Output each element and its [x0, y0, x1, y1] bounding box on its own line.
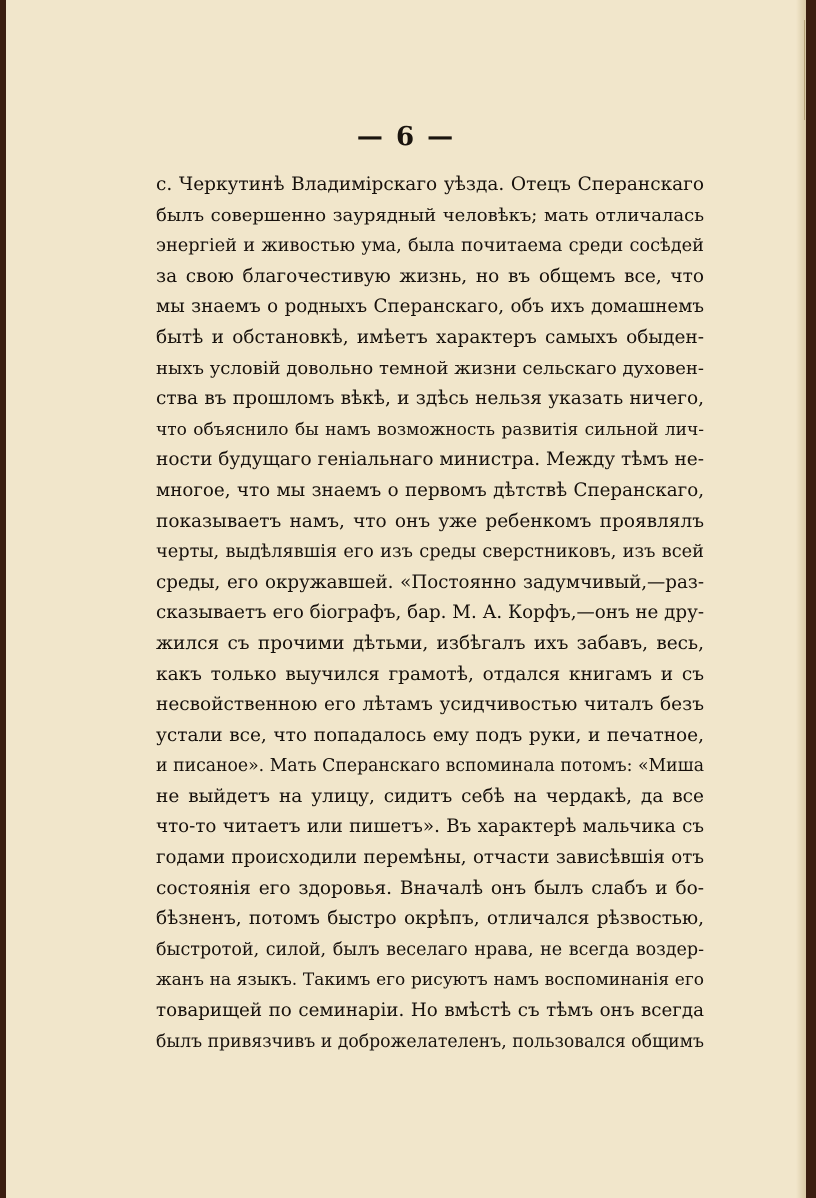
text-line: черты, выдѣлявшія его изъ среды сверстниковъ, изъ всей [156, 542, 704, 563]
text-line: что-то читаетъ или пишетъ». Въ характерѣ мальчика съ [156, 816, 704, 838]
text-line: былъ привязчивъ и доброжелателенъ, пользовался общимъ [156, 1031, 704, 1052]
text-line: устали все, что попадалось ему подъ руки, и печатное, [156, 724, 704, 746]
text-line: жанъ на языкъ. Такимъ его рисуютъ намъ воспоминанія его [156, 970, 704, 991]
page-fold-line [804, 20, 805, 120]
text-line: показываетъ намъ, что онъ уже ребенкомъ проявлялъ [156, 510, 704, 532]
text-line: бѣзненъ, потомъ быстро окрѣпъ, отличался рѣзвостью, [156, 908, 704, 930]
text-line: быстротой, силой, былъ веселаго нрава, не всегда воздер- [156, 939, 704, 960]
text-line: несвойственною его лѣтамъ усидчивостью читалъ безъ [156, 694, 704, 716]
text-line: энергіей и живостью ума, была почитаема среди сосѣдей [156, 236, 704, 257]
text-line: бытѣ и обстановкѣ, имѣетъ характеръ самыхъ обыден- [156, 326, 704, 348]
text-line: годами происходили перемѣны, отчасти зависѣвшія отъ [156, 847, 704, 869]
text-line: жился съ прочими дѣтьми, избѣгалъ ихъ забавъ, весь, [156, 632, 704, 654]
book-page [6, 0, 806, 1198]
text-line: ности будущаго геніальнаго министра. Между тѣмъ не- [156, 449, 704, 471]
text-line: какъ только выучился грамотѣ, отдался книгамъ и съ [156, 663, 704, 685]
text-line: с. Черкутинѣ Владимірскаго уѣзда. Отецъ Сперанскаго [156, 174, 704, 195]
body-text [156, 170, 704, 1057]
text-line: состоянія его здоровья. Вначалѣ онъ былъ слабъ и бо- [156, 877, 704, 899]
page-edge-shading [796, 0, 806, 1198]
page-number: — 6 — [356, 122, 456, 152]
text-line: не выйдетъ на улицу, сидитъ себѣ на чердакѣ, да все [156, 785, 704, 807]
text-line: и писаное». Мать Сперанскаго вспоминала потомъ: «Миша [156, 756, 704, 777]
text-line: многое, что мы знаемъ о первомъ дѣтствѣ Сперанскаго, [156, 479, 704, 501]
text-line: среды, его окружавшей. «Постоянно задумчивый,—раз- [156, 571, 704, 593]
text-line: товарищей по семинаріи. Но вмѣстѣ съ тѣмъ онъ всегда [156, 1000, 704, 1022]
text-line: ныхъ условій довольно темной жизни сельскаго духовен- [156, 357, 704, 379]
text-line: ства въ прошломъ вѣкѣ, и здѣсь нельзя указать ничего, [156, 388, 704, 410]
text-line: мы знаемъ о родныхъ Сперанскаго, объ ихъ домашнемъ [156, 296, 704, 318]
text-line: за свою благочестивую жизнь, но въ общемъ все, что [156, 265, 704, 287]
text-line: былъ совершенно заурядный человѣкъ; мать отличалась [156, 204, 704, 226]
text-line: что объяснило бы намъ возможность развитія сильной лич- [156, 419, 704, 440]
text-line: сказываетъ его біографъ, бар. М. А. Корфъ,—онъ не дру- [156, 602, 704, 624]
